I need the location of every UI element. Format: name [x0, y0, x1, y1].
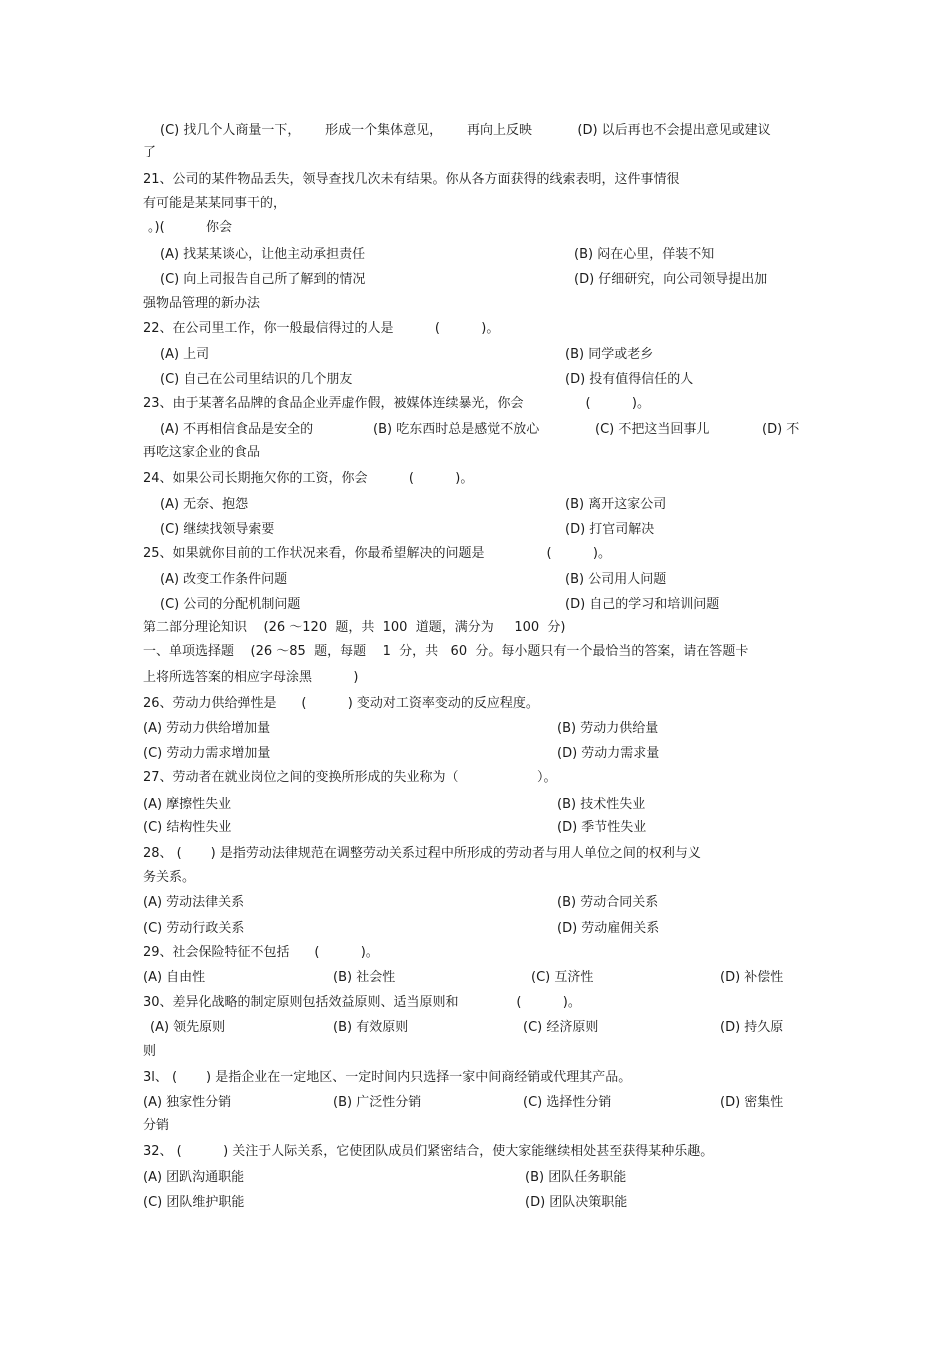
text-line: 上将所选答案的相应字母涂黑 ) — [143, 670, 359, 685]
question-24: 24、如果公司长期拖欠你的工资，你会 ( )。 — [143, 471, 474, 486]
question-28: 28、 ( ) 是指劳动法律规范在调整劳动关系过程中所形成的劳动者与用人单位之间的权利与义 — [143, 846, 701, 861]
option-a: (A) 改变工作条件问题 — [160, 572, 288, 587]
option-b: (B) 闷在心里，佯装不知 — [574, 247, 715, 262]
option-d: (D) 仔细研究，向公司领导提出加 — [574, 272, 768, 287]
option-d: (D) 密集性 — [720, 1095, 784, 1110]
text-line: 强物品管理的新办法 — [143, 296, 261, 311]
option-d: (D) 劳动力需求量 — [557, 746, 660, 761]
option-a: (A) 劳动力供给增加量 — [143, 721, 271, 736]
question-30: 30、差异化战略的制定原则包括效益原则、适当原则和 ( )。 — [143, 995, 581, 1010]
text-line: (C) 找几个人商量一下， 形成一个集体意见， 再向上反映 (D) 以后再也不会提出意见或建议 — [160, 123, 771, 138]
option-c: (C) 自己在公司里结识的几个朋友 — [160, 372, 353, 387]
section-heading: 第二部分理论知识 (26 ～120 题，共 100 道题，满分为 100 分) — [143, 620, 566, 635]
option-a: (A) 摩擦性失业 — [143, 797, 232, 812]
option-b: (B) 广泛性分销 — [333, 1095, 422, 1110]
option-a: (A) 自由性 — [143, 970, 206, 985]
option-d: (D) 团队决策职能 — [525, 1195, 628, 1210]
option-a: (A) 无奈、抱怨 — [160, 497, 249, 512]
option-c: (C) 不把这当回事儿 — [595, 422, 710, 437]
option-b: (B) 离开这家公司 — [565, 497, 667, 512]
option-a: (A) 上司 — [160, 347, 210, 362]
section-subheading: 一、单项选择题 (26 ～85 题，每题 1 分，共 60 分。每小题只有一个最恰当的答案，请在答题卡 — [143, 644, 749, 659]
option-c: (C) 结构性失业 — [143, 820, 232, 835]
text-line: 有可能是某某同事干的， — [143, 196, 287, 211]
option-d: (D) 持久原 — [720, 1020, 784, 1035]
question-32: 32、 ( ) 关注于人际关系，它使团队成员们紧密结合，使大家能继续相处甚至获得某种乐趣。 — [143, 1144, 714, 1159]
question-21: 21、公司的某件物品丢失，领导查找几次未有结果。你从各方面获得的线索表明，这件事情很 — [143, 172, 680, 187]
option-a: (A) 劳动法律关系 — [143, 895, 245, 910]
option-d: (D) 补偿性 — [720, 970, 784, 985]
option-c: (C) 劳动力需求增加量 — [143, 746, 271, 761]
option-b: (B) 公司用人问题 — [565, 572, 667, 587]
text-line: 。)( 你会 — [148, 220, 232, 235]
option-a: (A) 找某某谈心，让他主动承担责任 — [160, 247, 366, 262]
option-c: (C) 劳动行政关系 — [143, 921, 245, 936]
option-a: (A) 独家性分销 — [143, 1095, 232, 1110]
text-line: 再吃这家企业的食品 — [143, 445, 261, 460]
question-22: 22、在公司里工作，你一般最信得过的人是 ( )。 — [143, 321, 500, 336]
option-c: (C) 互济性 — [531, 970, 594, 985]
option-b: (B) 劳动力供给量 — [557, 721, 659, 736]
option-b: (B) 劳动合同关系 — [557, 895, 659, 910]
option-c: (C) 经济原则 — [523, 1020, 599, 1035]
option-b: (B) 同学或老乡 — [565, 347, 654, 362]
text-line: 则 — [143, 1044, 157, 1059]
option-d: (D) 打官司解决 — [565, 522, 655, 537]
text-line: 了 — [143, 145, 157, 160]
option-b: (B) 有效原则 — [333, 1020, 409, 1035]
question-29: 29、社会保险特征不包括 ( )。 — [143, 945, 379, 960]
question-23: 23、由于某著名品牌的食品企业弄虚作假，被媒体连续暴光，你会 ( )。 — [143, 396, 650, 411]
text-line: 务关系。 — [143, 870, 196, 885]
option-b: (B) 吃东西时总是感觉不放心 — [373, 422, 540, 437]
option-c: (C) 继续找领导索要 — [160, 522, 275, 537]
option-c: (C) 公司的分配机制问题 — [160, 597, 301, 612]
option-d: (D) 劳动雇佣关系 — [557, 921, 660, 936]
option-a: (A) 不再相信食品是安全的 — [160, 422, 314, 437]
question-26: 26、劳动力供给弹性是 ( ) 变动对工资率变动的反应程度。 — [143, 696, 539, 711]
option-a: (A) 领先原则 — [150, 1020, 226, 1035]
option-b: (B) 技术性失业 — [557, 797, 646, 812]
option-a: (A) 团趴沟通职能 — [143, 1170, 245, 1185]
question-25: 25、如果就你目前的工作状况来看，你最希望解决的问题是 ( )。 — [143, 546, 611, 561]
option-c: (C) 向上司报告自己所了解到的情况 — [160, 272, 366, 287]
option-d: (D) 季节性失业 — [557, 820, 647, 835]
question-31: 3l、 ( ) 是指企业在一定地区、一定时间内只选择一家中间商经销或代理其产品。 — [143, 1070, 632, 1085]
question-27: 27、劳动者在就业岗位之间的变换所形成的失业称为（ ）。 — [143, 770, 557, 785]
text-line: 分销 — [143, 1118, 170, 1133]
option-b: (B) 团队任务职能 — [525, 1170, 627, 1185]
option-d: (D) 投有值得信任的人 — [565, 372, 694, 387]
option-c: (C) 选择性分销 — [523, 1095, 612, 1110]
option-d: (D) 不 — [762, 422, 800, 437]
option-b: (B) 社会性 — [333, 970, 396, 985]
option-c: (C) 团队维护职能 — [143, 1195, 245, 1210]
option-d: (D) 自己的学习和培训问题 — [565, 597, 720, 612]
